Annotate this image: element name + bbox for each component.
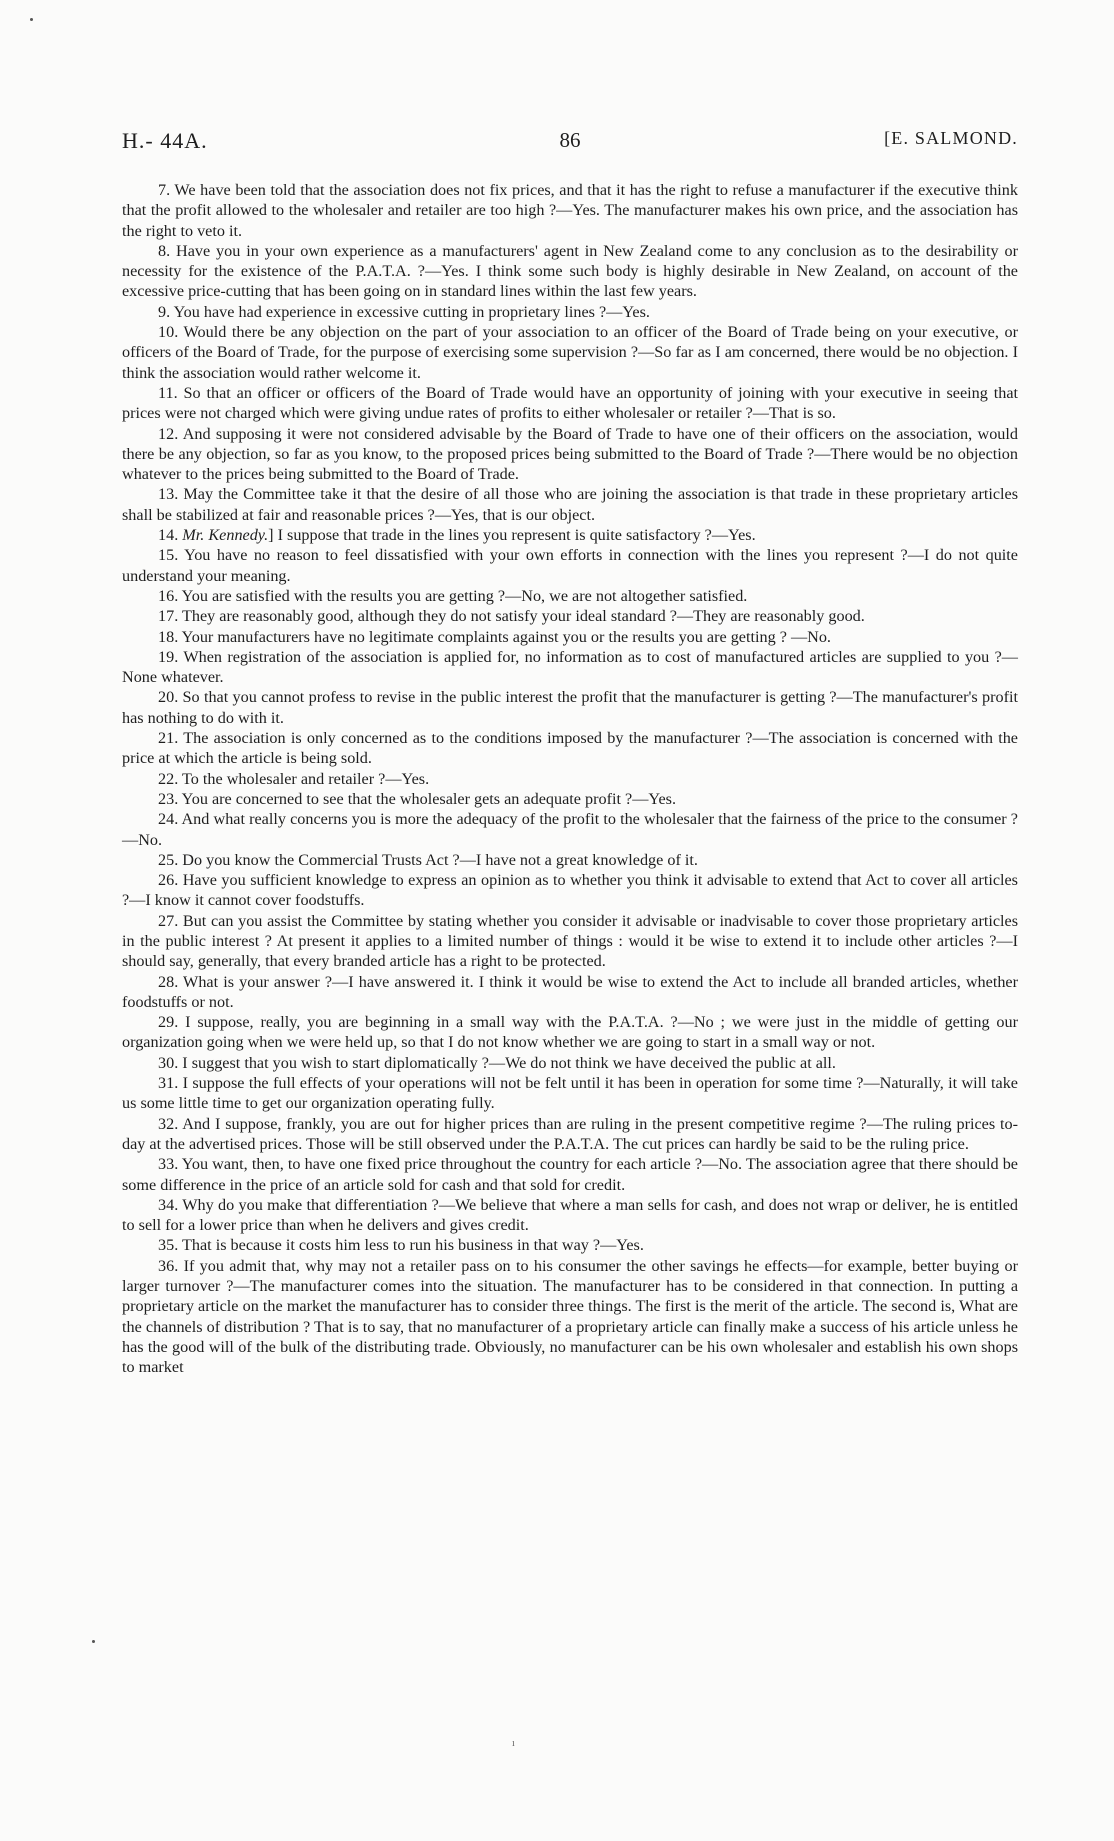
paragraph: 22. To the wholesaler and retailer ?—Yes. (158, 769, 430, 788)
margin-speck (30, 18, 33, 21)
paragraph: 23. You are concerned to see that the wholesaler gets an adequate profit ?—Yes. (158, 789, 676, 808)
paragraph: 9. You have had experience in excessive cutting in proprietary lines ?—Yes. (158, 302, 650, 321)
paragraph: 8. Have you in your own experience as a manufacturers' agent in New Zealand come to any conclusion as to the desirability or necessity for the existence of the P.A.T.A. ?—Yes. I think some such body is highly desirable in New Zealand, on account of the excessive price-cutting that has been going on in standard lines within the last few years. (122, 241, 1018, 301)
witness-name: [E. SALMOND. (884, 128, 1018, 148)
paragraph: 17. They are reasonably good, although they do not satisfy your ideal standard ?—They are reasonably good. (158, 607, 865, 626)
paragraph: 30. I suggest that you wish to start diplomatically ?—We do not think we have deceived the public at all. (158, 1053, 836, 1072)
paragraph: 14. Mr. Kennedy.] I suppose that trade in the lines you represent is quite satisfactory ?—Yes. (158, 526, 756, 545)
paragraph: 32. And I suppose, frankly, you are out for higher prices than are ruling in the present competitive regime ?—The ruling prices to-day at the advertised prices. Those will be still observed under the P.A.T.A. The cut prices can hardly be said to be the ruling price. (122, 1114, 1018, 1153)
margin-speck (92, 1640, 95, 1643)
page-number: 86 (559, 128, 581, 152)
report-code: H.- 44A. (122, 128, 208, 153)
speaker-name: Mr. Kennedy. (182, 526, 269, 545)
paragraph: 7. We have been told that the association does not fix prices, and that it has the right to refuse a manufacturer if the executive think that the profit allowed to the wholesaler and retailer are too high ?—Yes. The manufacturer makes his own price, and the association has the right to veto it. (122, 181, 1018, 240)
paragraph: 10. Would there be any objection on the part of your association to an officer of the Board of Trade being on your executive, or officers of the Board of Trade, for the purpose of exercising some supervision ?—So far as I am concerned, there would be no objection. I think the association would rather welcome it. (122, 323, 1018, 382)
paragraph: 24. And what really concerns you is more the adequacy of the profit to the wholesaler that the fairness of the price to the consumer ?—No. (122, 810, 1018, 849)
paragraph: 16. You are satisfied with the results you are getting ?—No, we are not altogether satisfied. (158, 586, 748, 605)
paragraph: 20. So that you cannot profess to revise in the public interest the profit that the manufacturer is getting ?—The manufacturer's profit has nothing to do with it. (122, 688, 1018, 727)
paragraph: 12. And supposing it were not considered advisable by the Board of Trade to have one of their officers on the association, would there be any objection, so far as you know, to the proposed prices being submitted to the Board of Trade ?—There would be no objection whatever to the prices being submitted to the Board of Trade. (122, 424, 1018, 484)
paragraph: 28. What is your answer ?—I have answered it. I think it would be wise to extend the Act to include all branded articles, whether foodstuffs or not. (122, 972, 1018, 1011)
paragraph: 31. I suppose the full effects of your operations will not be felt until it has been in operation for some time ?—Naturally, it will take us some little time to get our organization operating fully. (122, 1074, 1018, 1113)
paragraph: 18. Your manufacturers have no legitimate complaints against you or the results you are getting ? —No. (158, 627, 831, 646)
paragraph: 36. If you admit that, why may not a retailer pass on to his consumer the other savings he effects—for example, better buying or larger turnover ?—The manufacturer comes into the situation. The manufacturer has to be considered in that connection. In putting a proprietary article on the market the manufacturer has to consider three things. The first is the merit of the article. The second is, What are the channels of distribution ? That is to say, that no manufacturer of a proprietary article can finally make a success of his article unless he has the good will of the bulk of the distributing trade. Obviously, no manufacturer can be his own wholesaler and establish his own shops to market (122, 1256, 1018, 1377)
paragraph: 21. The association is only concerned as to the conditions imposed by the manufacturer ?—The association is concerned with the price at which the article is being sold. (122, 729, 1018, 768)
paragraph: 25. Do you know the Commercial Trusts Act ?—I have not a great knowledge of it. (158, 850, 698, 869)
paragraph: 33. You want, then, to have one fixed price throughout the country for each article ?—No. The association agree that there should be some difference in the price of an article sold for cash and that sold for credit. (122, 1155, 1018, 1194)
paragraph: 19. When registration of the association is applied for, no information as to cost of manufactured articles are supplied to you ?—None whatever. (122, 647, 1018, 687)
footer-mark: ı (512, 1738, 515, 1749)
page-header (122, 128, 1018, 158)
paragraph: 35. That is because it costs him less to run his business in that way ?—Yes. (158, 1236, 644, 1255)
paragraph: 26. Have you sufficient knowledge to express an opinion as to whether you think it advisable to extend that Act to cover all articles ?—I know it cannot cover foodstuffs. (122, 871, 1018, 910)
paragraph: 11. So that an officer or officers of the Board of Trade would have an opportunity of joining with your executive in seeing that prices were not charged which were giving undue rates of profits to either wholesaler or retailer ?—That is so. (122, 383, 1018, 423)
paragraph: 34. Why do you make that differentiation ?—We believe that where a man sells for cash, and does not wrap or deliver, he is entitled to sell for a lower price than when he delivers and gives credit. (122, 1195, 1018, 1235)
paragraph: 27. But can you assist the Committee by stating whether you consider it advisable or inadvisable to cover those proprietary articles in the public interest ? At present it applies to a limited number of things : would it be wise to extend it to include other articles ?—I should say, generally, that every branded article has a right to be protected. (122, 911, 1018, 971)
paragraph: 15. You have no reason to feel dissatisfied with your own efforts in connection with the lines you represent ?—I do not quite understand your meaning. (122, 546, 1018, 585)
document-body (122, 180, 1018, 1378)
paragraph: 29. I suppose, really, you are beginning in a small way with the P.A.T.A. ?—No ; we were just in the middle of getting our organization going when we were held up, so that I do not know whether we are going to start in a small way or not. (122, 1013, 1018, 1052)
paragraph: 13. May the Committee take it that the desire of all those who are joining the association is that trade in these proprietary articles shall be stabilized at fair and reasonable prices ?—Yes, that is our object. (122, 485, 1018, 524)
